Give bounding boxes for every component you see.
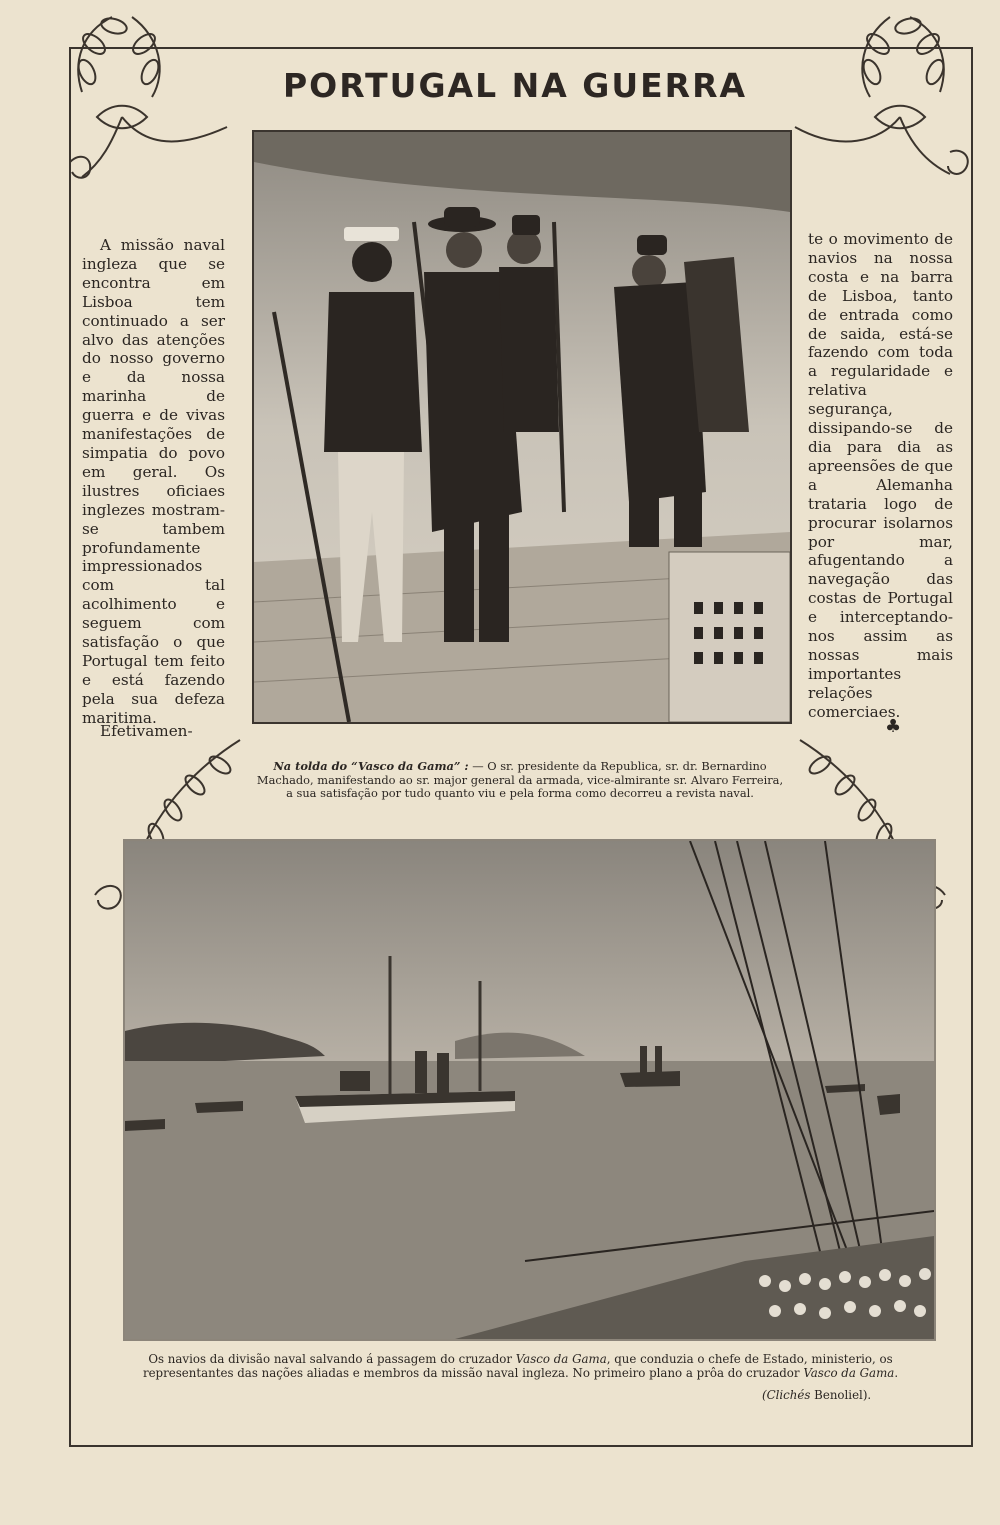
caption-top-lead: Na tolda do “Vasco da Gama” : [273, 759, 469, 773]
article-left-column [82, 236, 225, 728]
laurel-wreath-top-right [790, 2, 980, 202]
page-title: PORTUGAL NA GUERRA [282, 66, 748, 105]
naval-review-image [125, 841, 934, 1339]
laurel-wreath-top-left [52, 2, 232, 202]
article-right-text: te o movimento de navios na nossa costa e na barra de Lisboa, tanto de entrada como de saida, está-se fazendo com toda a regularidade e relativa segurança, dissipando-se de dia para dia as apreensões de que a Alemanha trataria logo de procurar isolarnos por mar, afugentando a navegação das costas de Portugal e interceptando-nos assim as nossas mais importantes relações comerciaes. [808, 230, 953, 721]
article-right-column [808, 230, 953, 722]
photo-credit-name: Benoliel). [814, 1388, 872, 1402]
photo-credit [762, 1388, 871, 1402]
photo-credit-label: (Clichés [762, 1388, 811, 1402]
caption-bottom-part1: Os navios da divisão naval salvando á passagem do cruzador [148, 1352, 516, 1366]
caption-bottom-part3: . [894, 1366, 899, 1380]
photo-deck-officials [252, 130, 792, 724]
deck-scene-image [254, 132, 790, 722]
caption-bottom-part2: , que conduzia o chefe de Estado, ministerio, os representantes das nações aliadas e membros da missão naval ingleza. No primeiro plano a prôa do cruzador [142, 1352, 893, 1380]
photo-naval-review [123, 839, 936, 1341]
article-left-text: A missão naval ingleza que se encontra em Lisboa tem continuado a ser alvo das atenções do nosso governo e da nossa marinha de guerra e de vivas manifestações de simpatia do povo em geral. Os ilustres oficiaes inglezes mostram-se tambem profundamente impressionados com tal acolhimento e seguem com satisfação o que Portugal tem feito e está fazendo pela sua defeza maritima. [82, 236, 225, 727]
caption-bottom-ship2: Vasco da Gama [803, 1366, 895, 1380]
caption-top-text: — O sr. presidente da Republica, sr. dr. Bernardino Machado, manifestando ao sr. major general da armada, vice-almirante sr. Alvaro Ferreira, a sua satisfação por tudo quanto viu e pela forma como decorreu a revista naval. [256, 759, 784, 800]
caption-bottom-photo [118, 1352, 923, 1380]
caption-top-photo [255, 760, 785, 801]
caption-bottom-ship1: Vasco da Gama [515, 1352, 607, 1366]
club-end-mark-icon: ♣ [885, 716, 902, 737]
article-left-continuation: Efetivamen- [100, 722, 193, 740]
